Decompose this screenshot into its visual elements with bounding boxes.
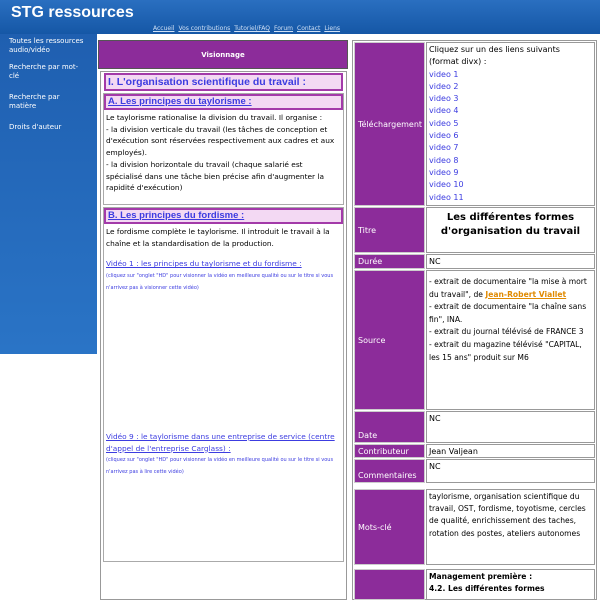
video-9-link[interactable]: Vidéo 9 : le taylorisme dans une entreprise de service (centre d'appel de l'entreprise Carglass) : [106,432,335,453]
sidebar-item-search-subject[interactable]: Recherche par matière [9,93,60,110]
viewing-panel [98,40,348,600]
subsection-title-fordisme: B. Les principes du fordisme : [104,208,343,224]
value-date: NC [426,411,595,443]
source-line-3: - extrait du journal télévisé de FRANCE 3 [429,327,584,337]
download-video-5[interactable]: video 5 [429,118,459,128]
label-date: Date [354,411,425,443]
viewing-content [100,71,347,600]
download-video-10[interactable]: video 10 [429,180,464,190]
row-telechargement [354,42,595,206]
row-source [354,270,595,410]
subsection-taylorisme [103,93,344,205]
viewing-panel-title: Visionnage [98,40,348,69]
top-nav-liens[interactable]: Liens [324,25,341,32]
download-video-4[interactable]: video 4 [429,106,459,116]
download-video-3[interactable]: video 3 [429,94,459,104]
label-contributeur: Contributeur [354,444,425,458]
sidebar-item-search-keyword[interactable]: Recherche par mot-clé [9,63,79,80]
row-titre [354,207,595,253]
sidebar-item-copyright[interactable]: Droits d'auteur [9,123,62,131]
value-commentaires: NC [426,459,595,483]
subsection-title-taylorisme: A. Les principes du taylorisme : [104,94,343,110]
taylorisme-line-3: - la division horizontale du travail (chaque salarié est spécialisé dans une tâche bien précise afin d'augmenter la rapidité d'exécution) [106,159,325,193]
niveau-line-2: 4.2. Les différentes formes [429,584,545,593]
video-9-note: (cliquez sur "onglet "HD" pour visionner la vidéo en meilleure qualité ou sur le titre si vous n'arrivez pas à lire cette vidéo) [106,457,334,476]
value-contributeur: Jean Valjean [426,444,595,458]
row-commentaires [354,459,595,483]
download-video-2[interactable]: video 2 [429,81,459,91]
top-nav-accueil[interactable]: Accueil [153,25,175,32]
value-mots-cle: taylorisme, organisation scientifique du travail, OST, fordisme, toyotisme, cercles de qualité, enrichissement des taches, rotation des postes, ateliers autonomes [426,489,595,565]
value-source [426,270,595,410]
row-niveau [354,569,595,600]
row-mots-cle [354,489,595,565]
download-video-9[interactable]: video 9 [429,167,459,177]
top-nav-tutoriel[interactable]: Tutoriel/FAQ [234,25,270,32]
video-1-note: (cliquez sur "onglet "HD" pour visionner la vidéo en meilleure qualité ou sur le titre si vous n'arrivez pas à visionner cette vidéo) [106,273,334,292]
source-line-1: - extrait de documentaire "la mise à mort du travail", de [429,277,587,299]
download-video-8[interactable]: video 8 [429,155,459,165]
fordisme-text: Le fordisme complète le taylorisme. Il introduit le travail à la chaîne et la standardisation de la production. [106,226,330,248]
value-telechargement [426,42,595,206]
row-date [354,411,595,443]
taylorisme-line-1: Le taylorisme rationalise la division du travail. Il organise : [106,113,323,122]
taylorisme-line-2: - la division verticale du travail (les tâches de conception et d'exécution sont réservées respectivement aux cadres et aux employés). [106,124,335,158]
row-contributeur [354,444,595,458]
label-mots-cle: Mots-clé [354,489,425,565]
top-nav-contact[interactable]: Contact [297,25,321,32]
label-titre: Titre [354,207,425,253]
sidebar-item-all-resources[interactable]: Toutes les ressources audio/vidéo [9,37,84,54]
download-video-1[interactable]: video 1 [429,69,459,79]
section-title: I. L'organisation scientifique du travail : [104,73,343,91]
details-table [352,40,597,600]
site-title[interactable]: STG ressources [11,4,134,21]
top-nav [153,25,340,34]
download-video-7[interactable]: video 7 [429,143,459,153]
sidebar [0,34,97,354]
source-line-4: - extrait du magazine télévisé "CAPITAL, les 15 ans" produit sur M6 [429,339,582,362]
download-intro: Cliquez sur un des liens suivants (format divx) : [429,45,560,67]
top-nav-contributions[interactable]: Vos contributions [178,25,231,32]
download-video-6[interactable]: video 6 [429,131,459,141]
value-duree: NC [426,254,595,269]
label-duree: Durée [354,254,425,269]
label-source: Source [354,270,425,410]
site-header [0,0,600,34]
value-niveau [426,569,595,600]
label-commentaires: Commentaires [354,459,425,483]
niveau-line-1: Management première : [429,572,533,581]
download-video-11[interactable]: video 11 [429,192,464,202]
video-1-link[interactable]: Vidéo 1 : les principes du taylorisme et du fordisme : [106,259,302,269]
source-author-link[interactable]: Jean-Robert Viallet [485,289,567,299]
top-nav-forum[interactable]: Forum [274,25,294,32]
value-titre: Les différentes formes d'organisation du travail [426,207,595,253]
label-niveau [354,569,425,600]
label-telechargement: Téléchargement [354,42,425,206]
video-1-player-area[interactable] [104,294,343,431]
subsection-fordisme [103,207,344,562]
row-duree [354,254,595,269]
source-line-2: - extrait de documentaire "la chaîne sans fin", INA. [429,302,587,324]
